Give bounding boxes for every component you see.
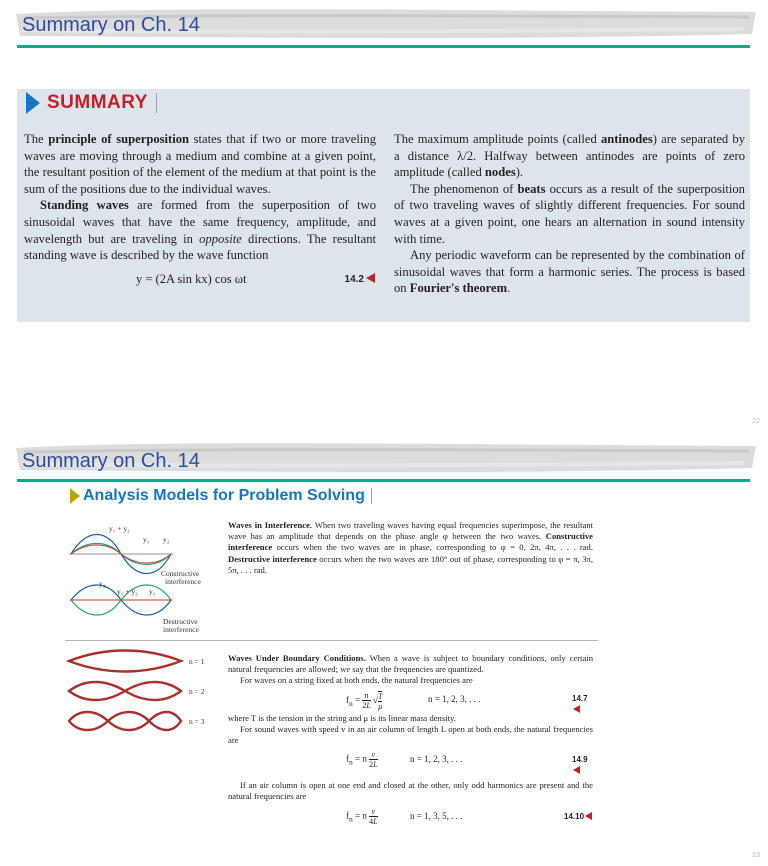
label-n1: n = 1 [189,657,205,666]
label-destructive: Destructive [163,617,198,626]
title-underline [17,479,750,482]
red-triangle-icon [366,273,375,283]
label-interference-2: interference [163,625,199,632]
paragraph-standing-waves: Standing waves are formed from the superposition of two sinusoidal waves that have the same frequency, amplitude, and wavelength but are traveling in opposite directions. The resultant standing wave is described by the wave function [24,198,377,263]
summary-box [17,89,750,322]
interference-figure [65,522,215,632]
chevron-right-icon [26,92,40,114]
equation-number: 14.7 [572,693,593,715]
analysis-models-heading [70,487,372,505]
equation-number: 14.9 [572,754,593,776]
paragraph-superposition: The principle of superposition states that if two or more traveling waves are moving through a medium and combine at a given point, the resultant position of the element of the medium at that point is the sum of the positions due to the individual waves. [24,132,376,196]
red-triangle-icon [573,766,580,774]
equation-row [24,267,376,293]
label-y1-plus-y2: y₁ + y₂ [109,524,130,533]
section-divider [65,640,598,641]
summary-right-column [394,131,745,297]
standing-modes-figure [65,649,225,739]
waves-in-interference-text: Waves in Interference. When two traveling waves having equal frequencies superimpose, the resultant wave has an amplitude that depends on the phase angle φ between the two waves. Constructive interference occurs when the two waves are in phase, corresponding to φ = 0, 2π, 4π, . . . rad. Destructive interference occurs when the two waves are 180° out of phase, corresponding to φ = π, 3π, 5π, . . . rad. [228,520,593,575]
equation-closed-pipe-frequencies: $f_n = n \frac{v}{4L}$ n = 1, 3, 5, . . . 14.10 [228,803,593,829]
red-triangle-icon [573,705,580,713]
waves-under-boundary-conditions-text: Waves Under Boundary Conditions. When a wave is subject to boundary conditions, only certain natural frequencies are allowed; we say that the frequencies are quantized. For waves on a string fixed at both ends, the natural frequencies are $f_n = \frac{n}{2L} √\frac{T}{\mu}$ n = 1, 2, 3, . . . 14.7 where T is the tension in the string and μ is its linear mass density. For sound waves with speed v in an air column of length L open at both ends, the natural frequencies are $f_n = n \frac{v}{2L}$ n = 1, 2, 3, . . . 14.9 If an air column is open at one end and closed at the other, only odd harmonics are present and the natural frequencies are $f_n = n \frac{v}{4L}$ n = 1, 3, 5, . . . 14.10 [228,653,593,829]
label-n2: n = 2 [189,687,205,696]
analysis-models-title: Analysis Models for Problem Solving [83,487,365,504]
equation-string-frequencies: $f_n = \frac{n}{2L} √\frac{T}{\mu}$ n = 1, 2, 3, . . . 14.7 [228,687,593,713]
chevron-right-icon [70,488,80,504]
slide-title: Summary on Ch. 14 [22,450,200,472]
paragraph-antinodes: The maximum amplitude points (called antinodes) are separated by a distance λ/2. Halfway between antinodes are points of zero amplitude (called nodes). [394,132,745,180]
page-number: 22 [752,418,760,425]
title-underline [17,45,750,48]
label-n3: n = 3 [189,717,205,726]
equation-standing-wave: y = (2A sin kx) cos ωt [136,271,247,286]
slide-summary [0,0,768,432]
label-y1: y₁ [143,535,150,544]
equation-number: 14.10 [564,811,592,822]
summary-left-column [24,131,376,293]
label-y2: y₂ [163,535,170,544]
divider [156,93,157,113]
red-triangle-icon [585,812,592,820]
slide-analysis-models [0,434,768,866]
paragraph-fourier: Any periodic waveform can be represented by the combination of sinusoidal waves that form a harmonic series. The process is based on Fourier's theorem. [394,248,745,296]
label-y1-bottom: y₁ [149,587,156,596]
equation-number: 14.2 [345,272,375,289]
equation-open-pipe-frequencies: $f_n = n \frac{v}{2L}$ n = 1, 2, 3, . . . 14.9 [228,746,593,774]
slide-title: Summary on Ch. 14 [22,14,200,36]
label-y1-plus-y2-bottom: y₁ + y₂ [117,587,138,596]
summary-label: SUMMARY [47,92,148,113]
divider [371,488,372,504]
paragraph-beats: The phenomenon of beats occurs as a result of the superposition of two traveling waves of slightly different frequencies. For sound waves at a given point, one hears an alternation in sound intensity with time. [394,181,745,246]
label-constructive: Constructive [161,569,200,578]
page-number: 23 [752,852,760,859]
label-y2-bottom: y₂ [99,579,106,588]
summary-heading [26,92,157,114]
label-interference: interference [165,577,201,586]
